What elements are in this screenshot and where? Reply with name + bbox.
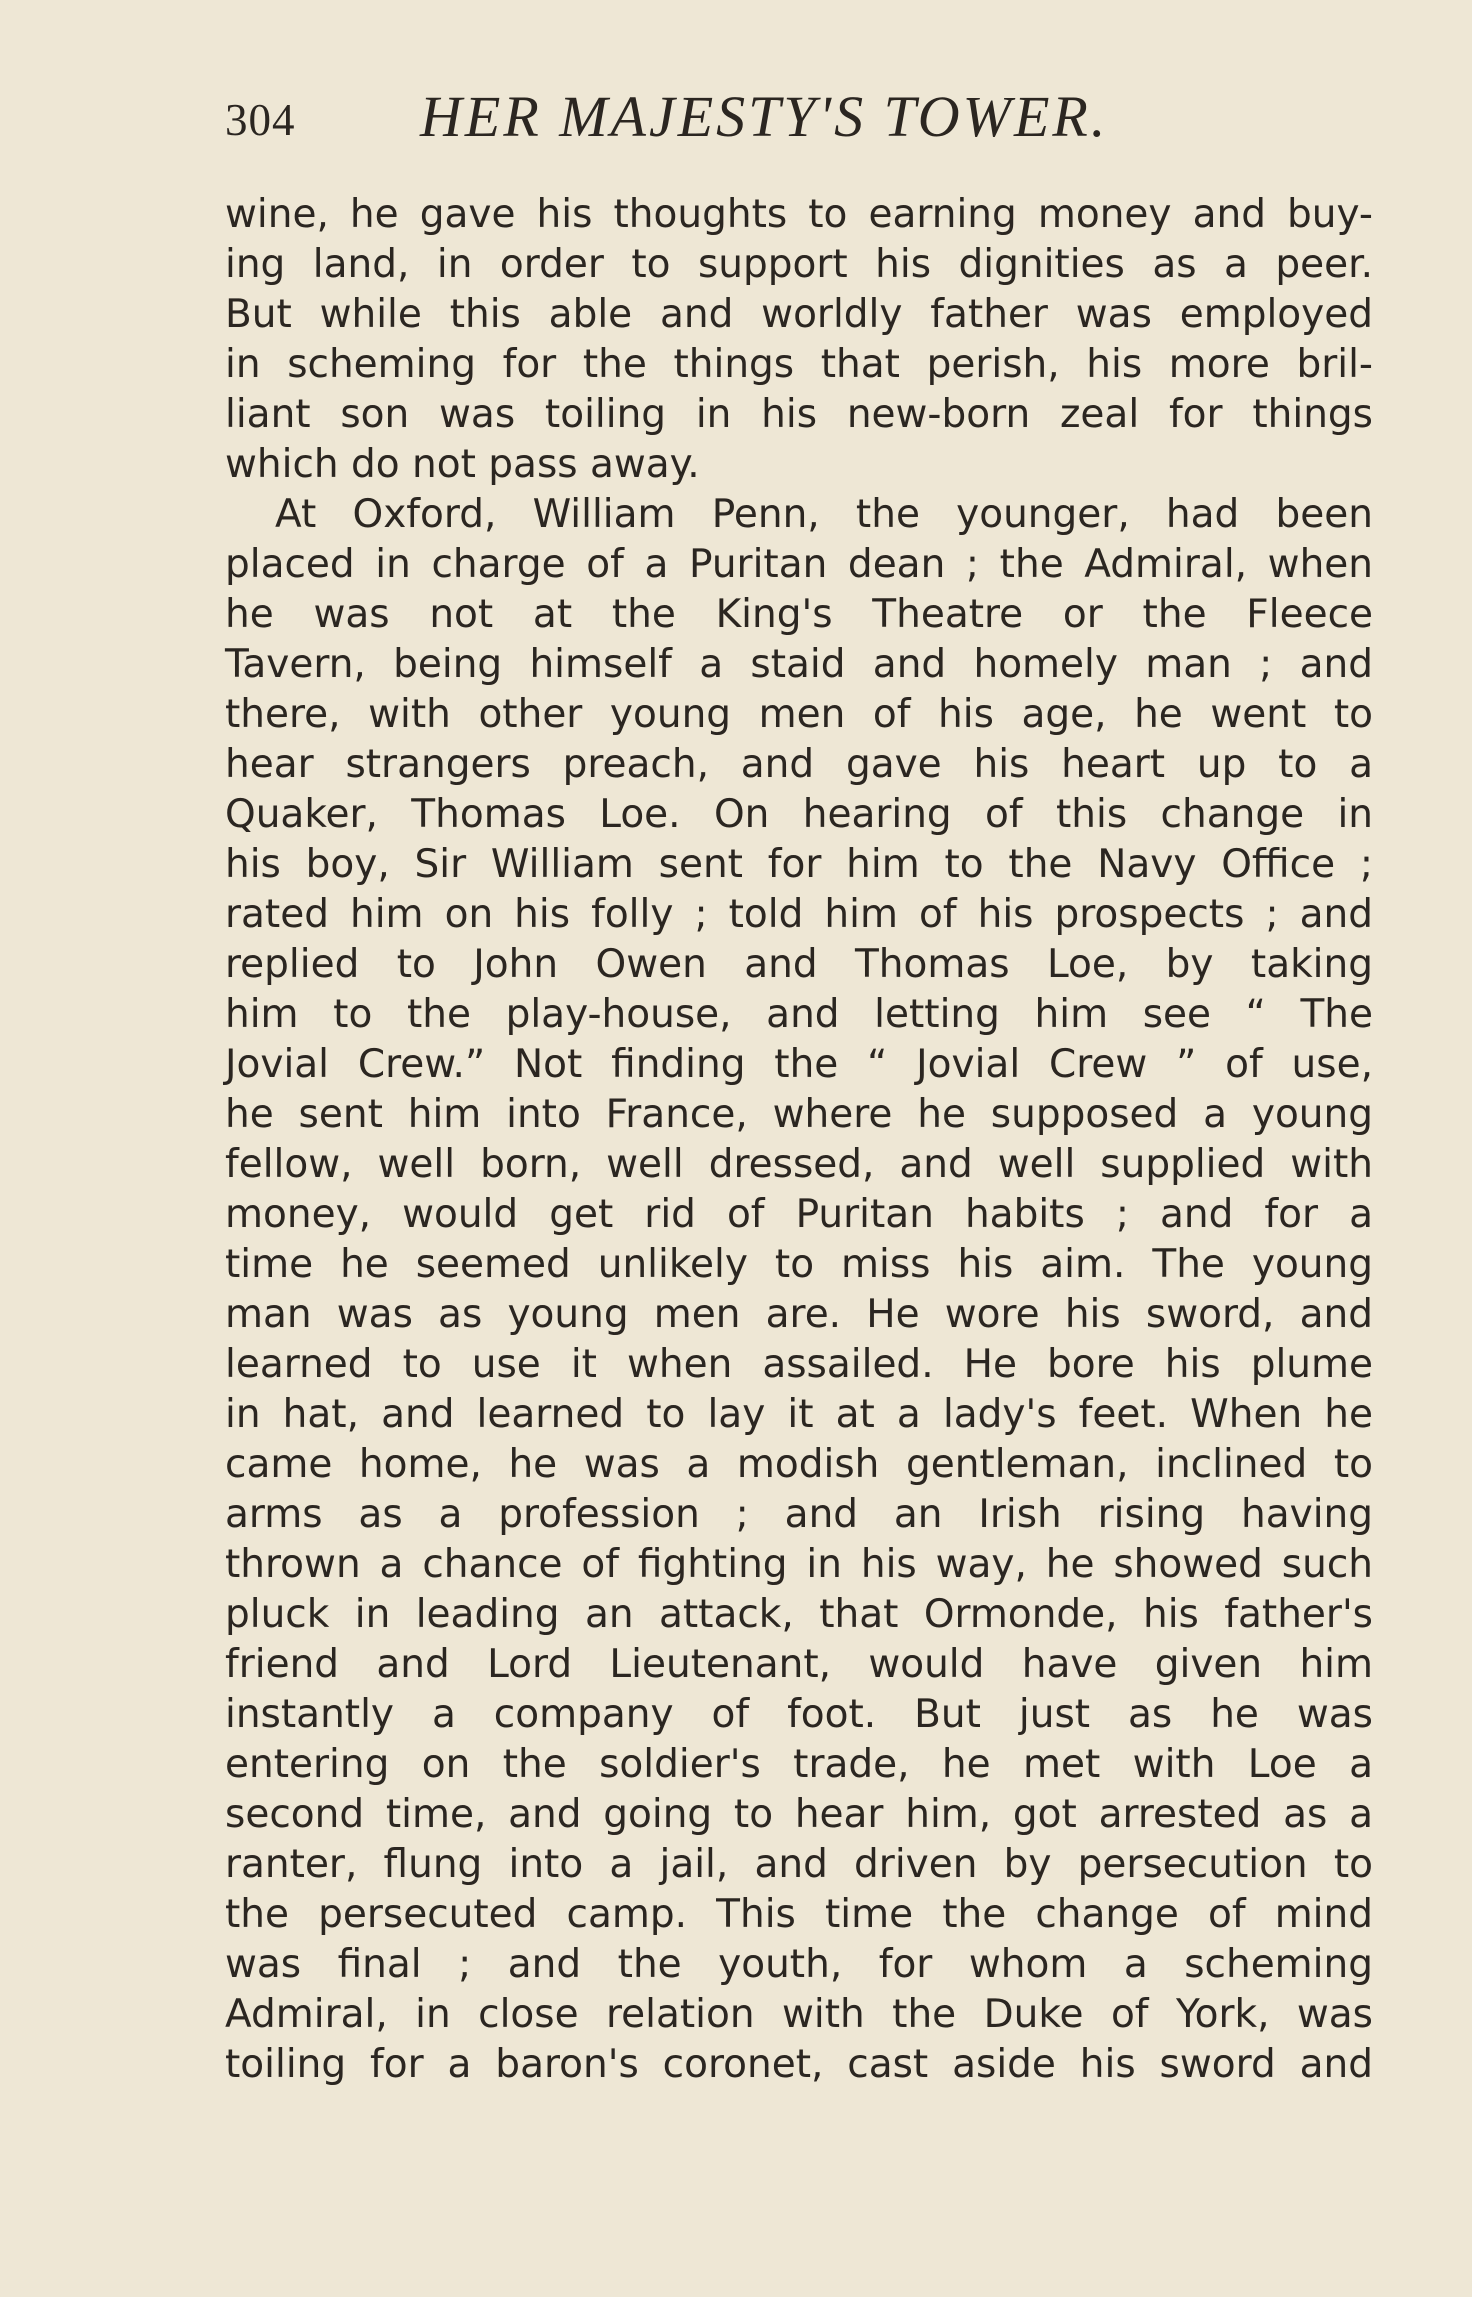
text-line: toiling for a baron's coronet, cast aside his sword and [225, 2042, 1373, 2087]
text-line: he was not at the King's Theatre or the Fleece [225, 592, 1373, 637]
text-line: ranter, flung into a jail, and driven by persecution to [225, 1842, 1373, 1887]
running-title: HER MAJESTY'S TOWER. [420, 84, 1109, 149]
text-line: rated him on his folly ; told him of his prospects ; and [225, 892, 1373, 937]
text-line: thrown a chance of fighting in his way, he showed such [225, 1542, 1373, 1587]
text-line: money, would get rid of Puritan habits ; and for a [225, 1192, 1373, 1237]
text-line: in scheming for the things that perish, his more bril- [225, 342, 1373, 387]
text-line: placed in charge of a Puritan dean ; the Admiral, when [225, 542, 1373, 587]
text-line: At Oxford, William Penn, the younger, had been [275, 492, 1373, 537]
text-line: was final ; and the youth, for whom a scheming [225, 1942, 1373, 1987]
text-line: But while this able and worldly father was employed [225, 292, 1373, 337]
text-line: time he seemed unlikely to miss his aim. The young [225, 1242, 1373, 1287]
text-line: arms as a profession ; and an Irish rising having [225, 1492, 1373, 1537]
body-text [225, 190, 1373, 2090]
text-line: learned to use it when assailed. He bore his plume [225, 1342, 1373, 1387]
text-line: which do not pass away. [225, 442, 700, 487]
text-line: Tavern, being himself a staid and homely man ; and [225, 642, 1373, 687]
text-line: instantly a company of foot. But just as he was [225, 1692, 1373, 1737]
page-number: 304 [225, 95, 296, 145]
text-line: his boy, Sir William sent for him to the Navy Office ; [225, 842, 1373, 887]
text-line: Jovial Crew.” Not finding the “ Jovial Crew ” of use, [225, 1042, 1373, 1087]
text-line: in hat, and learned to lay it at a lady's feet. When he [225, 1392, 1373, 1437]
text-line: friend and Lord Lieutenant, would have given him [225, 1642, 1373, 1687]
text-line: the persecuted camp. This time the change of mind [225, 1892, 1373, 1937]
text-line: him to the play-house, and letting him see “ The [225, 992, 1373, 1037]
text-line: came home, he was a modish gentleman, inclined to [225, 1442, 1373, 1487]
text-line: pluck in leading an attack, that Ormonde, his father's [225, 1592, 1373, 1637]
text-line: man was as young men are. He wore his sword, and [225, 1292, 1373, 1337]
text-line: Admiral, in close relation with the Duke of York, was [225, 1992, 1373, 2037]
text-line: replied to John Owen and Thomas Loe, by taking [225, 942, 1373, 987]
text-line: wine, he gave his thoughts to earning money and buy- [225, 192, 1373, 237]
text-line: liant son was toiling in his new-born zeal for things [225, 392, 1373, 437]
text-line: ing land, in order to support his dignities as a peer. [225, 242, 1373, 287]
page-header [225, 78, 1375, 158]
text-line: Quaker, Thomas Loe. On hearing of this change in [225, 792, 1373, 837]
text-line: entering on the soldier's trade, he met with Loe a [225, 1742, 1373, 1787]
text-line: he sent him into France, where he supposed a young [225, 1092, 1373, 1137]
text-line: there, with other young men of his age, he went to [225, 692, 1373, 737]
text-line: fellow, well born, well dressed, and well supplied with [225, 1142, 1373, 1187]
text-line: hear strangers preach, and gave his heart up to a [225, 742, 1373, 787]
text-line: second time, and going to hear him, got arrested as a [225, 1792, 1373, 1837]
